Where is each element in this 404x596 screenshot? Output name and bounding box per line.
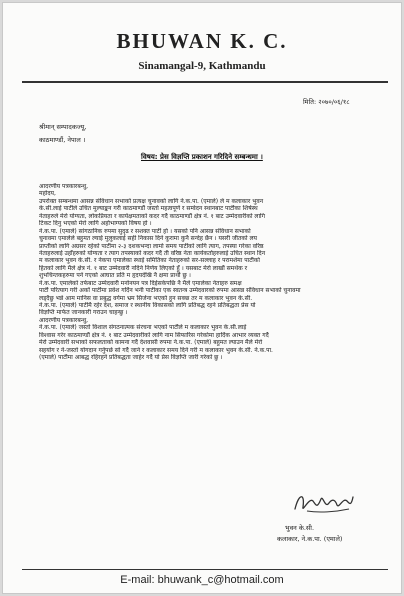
- body-line: म कलाकार भुवन के.सी. र नेकपा एमालेका स्थाई समितिका नेताहरुको सर-सल्लाह र परामर्शमा पार्टीको: [39, 257, 260, 265]
- body-line: सहयोग र ने-जस्तो योगदान गर्नुपर्छ सो गर्दै जाने र कलाकार समय दिने गरी म कलाकार भुवन के.सी. ने.क.पा.: [39, 346, 273, 354]
- signatory-name: भुवन के.सी.: [285, 524, 315, 532]
- footer-email: E-mail: bhuwank_c@hotmail.com: [120, 574, 284, 586]
- body-line: मेरो उम्मेदवारी सभाको सफलताको कामना गर्दै देशवासी रुपमा ने.क.पा. (एमाले) बहुमत ल्याउन मैले मेरो: [39, 339, 263, 347]
- body-line: महोदय,: [39, 190, 56, 198]
- body-line: विश्वास गरेर काठमाण्डौं क्षेत्र नं. १ बाट उम्मेदवारीको लागि नाम सिफारिस गरेकोमा हार्दिक आभार व्यक्त गर्दै: [39, 331, 269, 339]
- recipient-line-1: श्रीमान् सम्पादकज्यू,: [39, 123, 87, 131]
- body-line: (एमाले) पार्टीमा आबद्ध रहिरहने प्रतिबद्धता जाहेर गर्दै यो प्रेस विज्ञप्ति जारी गरेको छु ।: [39, 354, 223, 362]
- recipient-line-2: काठमाण्डौं, नेपाल ।: [39, 136, 86, 144]
- letterhead-name: BHUWAN K. C.: [116, 29, 288, 53]
- letterhead-address: Sinamangal-9, Kathmandu: [138, 60, 266, 72]
- header-rule: [22, 81, 388, 83]
- footer-rule: [22, 569, 388, 570]
- body-line: आदरणीय पत्रकारबन्धु,: [39, 183, 89, 190]
- subject-line: विषय: प्रेस विज्ञप्ति प्रकाशन गरिदिने सम्बन्धमा ।: [141, 153, 263, 161]
- body-line: प्राप्तीको लागि अग्रसर रहेको पार्टीमा २-३ दशकभन्दा लामो समय पार्टीको लागि त्याग, तपस्या गरेका वरिष्ठ: [39, 242, 264, 250]
- body-line: नेताहरुलाई उहाँहरुको योग्यता र त्याग तपस्याको कदर गर्दै ती वरिष्ठ नेता कार्यकर्ताहरुलाई उचित स्थान दिन: [39, 249, 266, 257]
- body-line: शुभचिन्तकहरुमा पर्न गएको आघात प्रति म हृदयदेखि नै क्षमा प्रार्थी छु ।: [39, 272, 191, 280]
- body-line: ने.क.पा. एमालेको तर्फबाट उम्मेदवारी मनोनयन पत्र दिईसकेपछि नै मैले एमालेका नेताहरु समक्ष: [39, 279, 242, 287]
- body-line: के.सी.लाई पार्टीले उचित मुल्याङ्कन गरी काठमाण्डौं जस्तो महत्वपूर्ण र सम्वेदन स्थानबाट पार्टीका शिर्षस्थ: [39, 205, 258, 213]
- signatory-title: कलाकार, ने.क.पा. (एमाले): [277, 535, 343, 543]
- body-line: लड्दैछु भन्ने आम मानिस वा प्रबुद्ध वर्गमा भ्रम सिर्जना भएको हुन सक्छ तर म कलाकार भुवन के.सी.: [39, 294, 253, 302]
- body-line: ने.क.पा. (एमाले) जस्तो विशाल संगठनात्मक संरचना भएको पार्टीले म कलाकार भुवन के.सी.लाई: [39, 324, 247, 332]
- body-line: ने.क.पा. (एमाले) सांगठानिक रुपमा सुदृढ र सशक्त पार्टी हो । यसको पनि आसन्न संविधान सभाको: [39, 227, 251, 235]
- body-line: नेताहरुले मेरो योग्यता, लोकप्रियता र कार्यक्षमताको कदर गर्दै काठमाण्डौं क्षेत्र नं. १ बाट उम्मेदवारीको लागि: [39, 212, 265, 220]
- body-line: आदरणीय पत्रकारबन्धु,: [39, 316, 89, 324]
- handwritten-signature: [289, 487, 359, 517]
- body-line: उपरोक्त सम्बन्धमा आसन्न संविधान सभाको प्रत्यक्ष चुनावको लागि ने.क.पा. (एमाले) ले म कलाकार भुवन: [39, 197, 264, 205]
- body-line: पार्टी परित्याग गरी अर्को पार्टीमा प्रवेश गर्दिन भनी पार्टीका एक स्वतन्त्र उम्मेदवारको रुपमा आसन्न संविधान सभाको चुनावमा: [39, 287, 301, 295]
- letter-date: मिति: २०७०/०६/१८: [303, 98, 350, 106]
- letter-page: [2, 2, 402, 594]
- body-line: चुनावमा एमालेले बहुमत ल्याई मुलुकलाई सही निकास दिने कुरामा कुनै सन्देह छैन । यसरी जीतको लय: [39, 235, 257, 243]
- letter-body: [39, 183, 367, 362]
- body-line: ने.क.पा. (एमाले) पार्टीमै रहेर देश, समाज र स्थानीय विकासको लागि प्रतिबद्ध रहने प्रतिबद्धता प्रेस यो: [39, 302, 256, 309]
- body-line: हितको लागि मैले क्षेत्र नं. १ बाट उम्मेदवारी नदिने निर्णय लिएको हुँ । यसबाट मेरो लाखौं समर्थक र: [39, 264, 248, 272]
- body-line: विज्ञप्ति मार्फत जानकारी गराउन चाहन्छु ।: [39, 309, 128, 317]
- body-line: टिकट दिनु भएको मेरो लागि अहोभाग्यको विषय हो ।: [39, 220, 152, 228]
